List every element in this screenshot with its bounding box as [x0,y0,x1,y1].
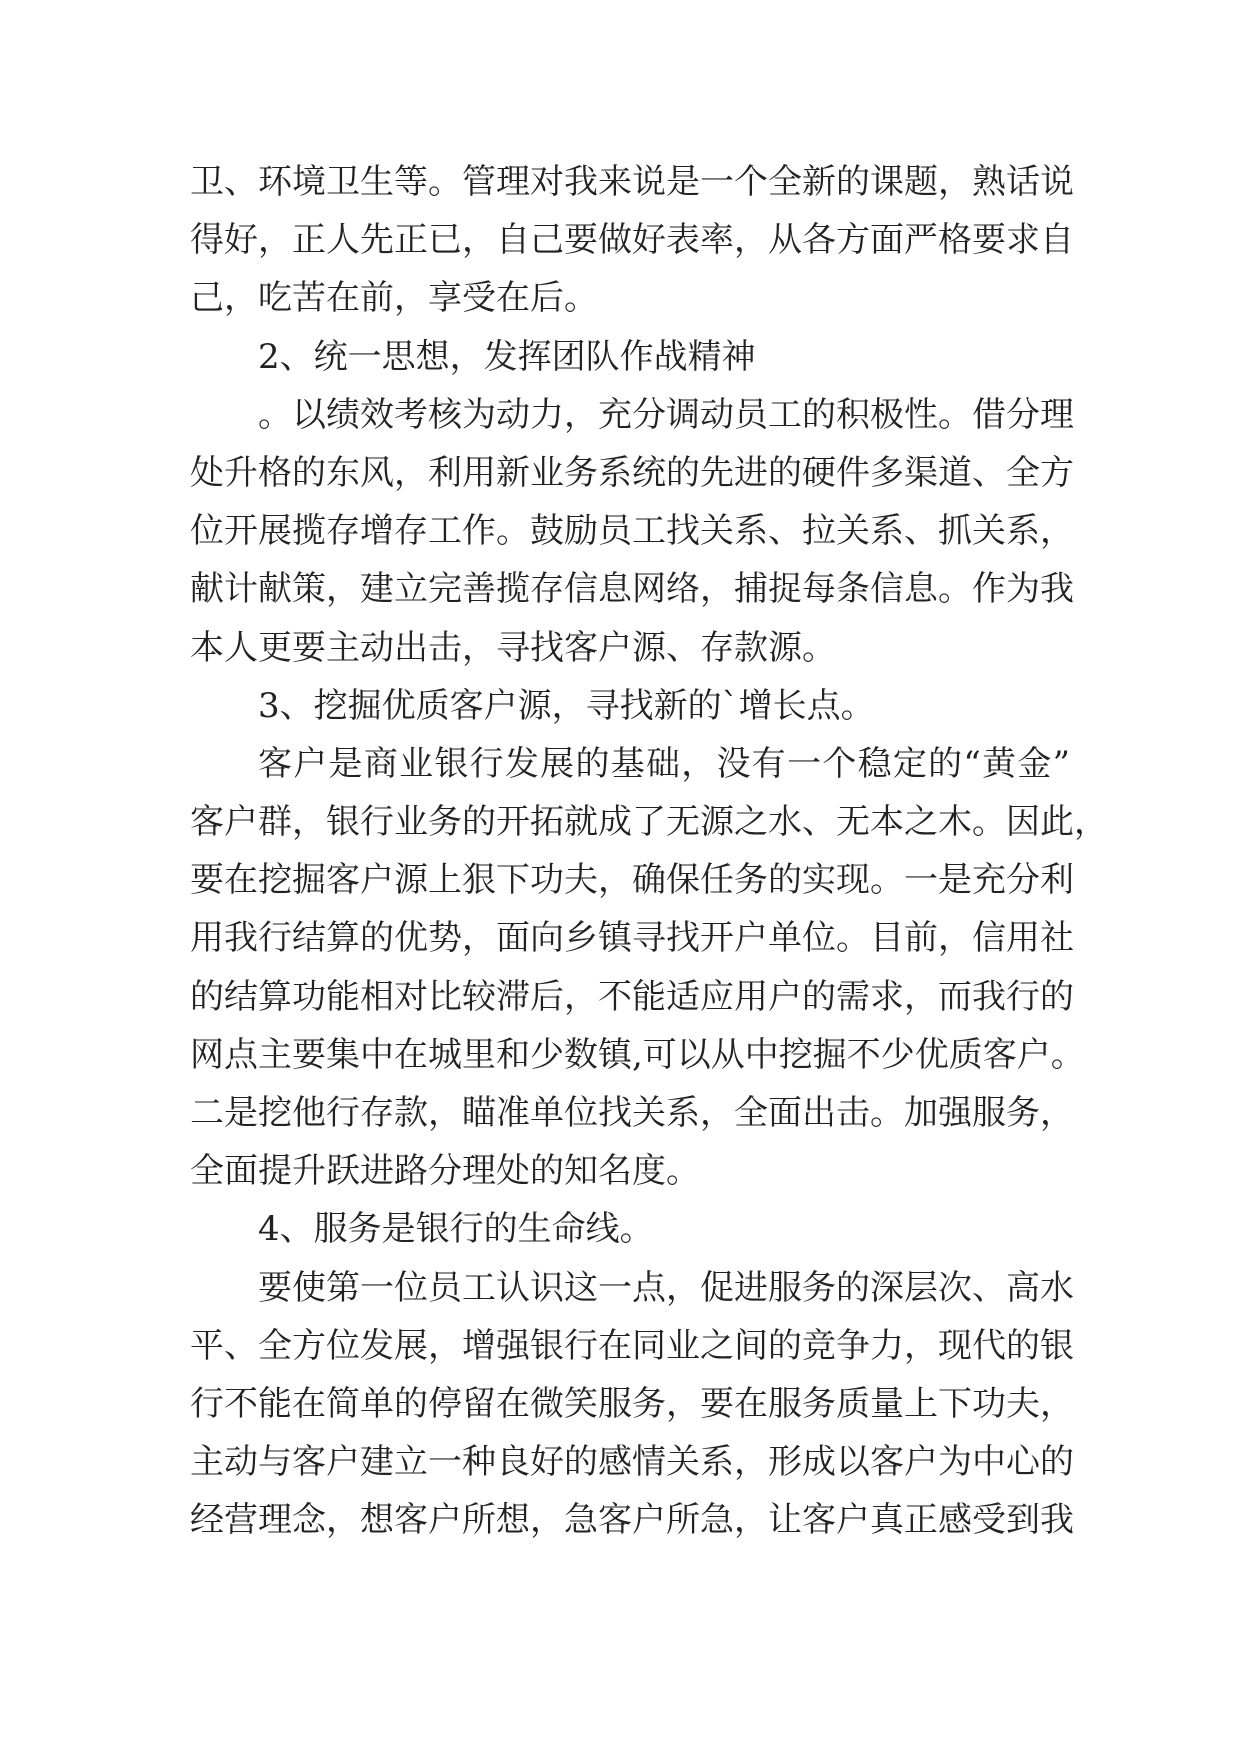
text-line: 网点主要集中在城里和少数镇,可以从中挖掘不少优质客户。 [190,1034,1085,1075]
text-line: 。以绩效考核为动力，充分调动员工的积极性。借分理 [258,394,1074,435]
text-line: 用我行结算的优势，面向乡镇寻找开户单位。目前，信用社 [190,918,1074,959]
text-line: 经营理念，想客户所想，急客户所急，让客户真正感受到我 [190,1500,1074,1541]
text-line: 的结算功能相对比较滞后，不能适应用户的需求，而我行的 [190,976,1074,1017]
text-line: 要使第一位员工认识这一点，促进服务的深层次、高水 [258,1267,1074,1308]
text-line: 主动与客户建立一种良好的感情关系，形成以客户为中心的 [190,1442,1074,1483]
text-line: 4、服务是银行的生命线。 [258,1209,654,1250]
text-line: 平、全方位发展，增强银行在同业之间的竞争力，现代的银 [190,1325,1074,1366]
text-line: 得好，正人先正已，自己要做好表率，从各方面严格要求自 [190,220,1074,261]
text-line: 处升格的东风，利用新业务系统的先进的硬件多渠道、全方 [190,452,1074,493]
text-line: 位开展揽存增存工作。鼓励员工找关系、拉关系、抓关系， [190,511,1074,552]
text-line: 2、统一思想，发挥团队作战精神 [258,336,756,377]
text-line: 卫、环境卫生等。管理对我来说是一个全新的课题，熟话说 [190,162,1074,202]
text-line: 客户是商业银行发展的基础，没有一个稳定的“黄金” [258,743,1070,784]
text-line: 献计献策，建立完善揽存信息网络，捕捉每条信息。作为我 [190,569,1074,610]
text-line: 全面提升跃进路分理处的知名度。 [190,1151,700,1192]
text-line: 二是挖他行存款，瞄准单位找关系，全面出击。加强服务， [190,1093,1074,1133]
text-line: 己，吃苦在前，享受在后。 [190,278,598,319]
text-line: 客户群，银行业务的开拓就成了无源之水、无本之木。因此， [190,802,1108,843]
text-line: 行不能在简单的停留在微笑服务，要在服务质量上下功夫， [190,1383,1074,1424]
document-body [190,153,1108,1550]
text-line: 要在挖掘客户源上狠下功夫，确保任务的实现。一是充分利 [190,860,1074,901]
text-line: 3、挖掘优质客户源，寻找新的`增长点。 [258,685,875,726]
text-line: 本人更要主动出击，寻找客户源、存款源。 [190,627,836,668]
